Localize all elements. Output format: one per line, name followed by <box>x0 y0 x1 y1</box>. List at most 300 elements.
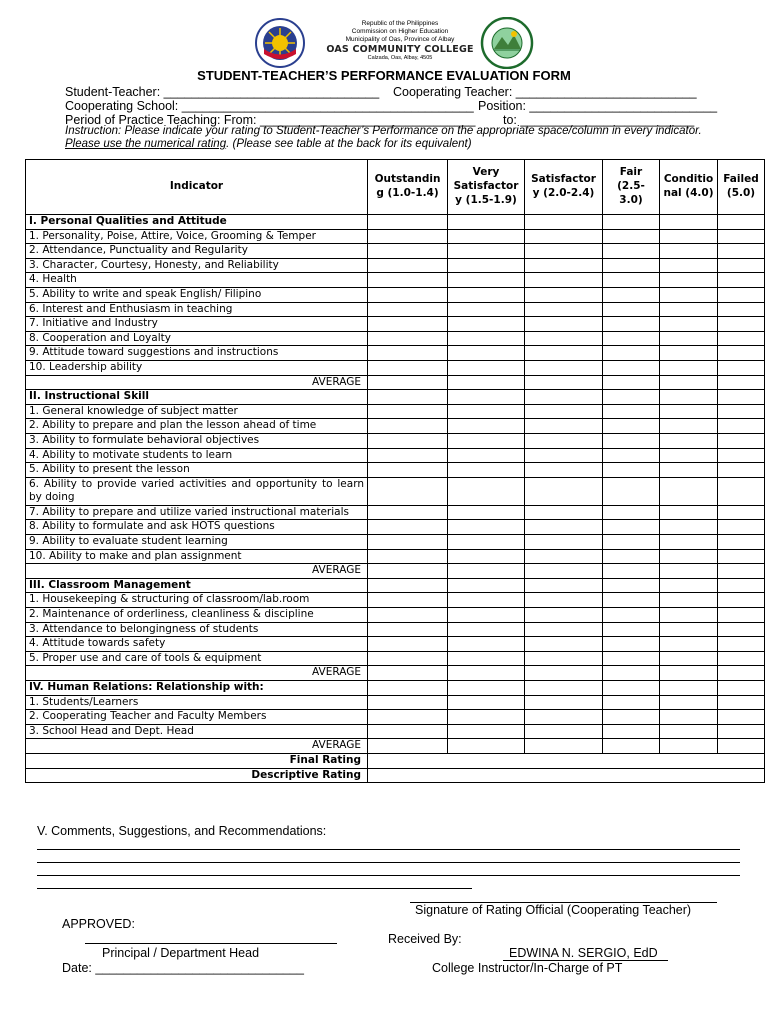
rating-cell-fair[interactable] <box>603 448 660 463</box>
average-row-label: AVERAGE <box>26 739 368 754</box>
student-teacher-field: Student-Teacher: _______________________________ <box>65 85 380 99</box>
rating-cell-failed[interactable] <box>718 346 765 361</box>
rating-cell-very-satisfactory[interactable] <box>448 622 525 637</box>
section-title-row-label: II. Instructional Skill <box>26 390 368 405</box>
rating-cell-very-satisfactory[interactable] <box>448 346 525 361</box>
rating-cell-satisfactory[interactable] <box>525 593 603 608</box>
rating-cell-outstanding[interactable] <box>368 346 448 361</box>
rating-cell-failed[interactable] <box>718 419 765 434</box>
rating-cell-outstanding[interactable] <box>368 549 448 564</box>
rating-cell-outstanding[interactable] <box>368 681 448 696</box>
rating-cell-outstanding[interactable] <box>368 390 448 405</box>
rating-cell-very-satisfactory[interactable] <box>448 375 525 390</box>
rating-cell-satisfactory[interactable] <box>525 404 603 419</box>
rating-cell-fair[interactable] <box>603 608 660 623</box>
rating-cell-fair[interactable] <box>603 302 660 317</box>
rating-cell-failed[interactable] <box>718 331 765 346</box>
rating-cell-fair[interactable] <box>603 390 660 405</box>
rating-cell-fair[interactable] <box>603 477 660 505</box>
rating-cell-fair[interactable] <box>603 695 660 710</box>
rating-cell-conditional[interactable] <box>660 273 718 288</box>
rating-cell-very-satisfactory[interactable] <box>448 258 525 273</box>
rating-cell-conditional[interactable] <box>660 419 718 434</box>
rating-cell-fair[interactable] <box>603 360 660 375</box>
college-address: Calzada, Oas, Albay, 4505 <box>367 55 433 61</box>
rating-cell-fair[interactable] <box>603 622 660 637</box>
rating-cell-very-satisfactory[interactable] <box>448 287 525 302</box>
rating-cell-very-satisfactory[interactable] <box>448 637 525 652</box>
header-conditional: Conditional (4.0) <box>660 160 718 215</box>
rating-cell-outstanding[interactable] <box>368 637 448 652</box>
rating-cell-outstanding[interactable] <box>368 287 448 302</box>
indicator-row <box>26 317 765 332</box>
rating-cell-failed[interactable] <box>718 520 765 535</box>
rating-cell-satisfactory[interactable] <box>525 360 603 375</box>
letterhead <box>255 18 545 68</box>
rating-cell-very-satisfactory[interactable] <box>448 229 525 244</box>
rating-cell-outstanding[interactable] <box>368 578 448 593</box>
rating-cell-conditional[interactable] <box>660 666 718 681</box>
rating-cell-outstanding[interactable] <box>368 360 448 375</box>
rating-cell-very-satisfactory[interactable] <box>448 535 525 550</box>
rating-cell-very-satisfactory[interactable] <box>448 215 525 230</box>
table-header-row <box>26 160 765 215</box>
rating-cell-conditional[interactable] <box>660 404 718 419</box>
rating-cell-conditional[interactable] <box>660 695 718 710</box>
indicator-row <box>26 229 765 244</box>
rating-cell-outstanding[interactable] <box>368 331 448 346</box>
rating-cell-fair[interactable] <box>603 287 660 302</box>
section-title-row <box>26 681 765 696</box>
rating-cell-conditional[interactable] <box>660 244 718 259</box>
rating-cell-conditional[interactable] <box>660 578 718 593</box>
rating-cell-very-satisfactory[interactable] <box>448 710 525 725</box>
rating-cell-satisfactory[interactable] <box>525 302 603 317</box>
rating-cell-satisfactory[interactable] <box>525 375 603 390</box>
table-body <box>26 215 765 783</box>
rating-cell-conditional[interactable] <box>660 390 718 405</box>
header-indicator: Indicator <box>26 160 368 215</box>
indicator-row-label: 1. General knowledge of subject matter <box>26 404 368 419</box>
rating-cell-conditional[interactable] <box>660 258 718 273</box>
rating-cell-failed[interactable] <box>718 695 765 710</box>
indicator-row <box>26 433 765 448</box>
indicator-row <box>26 244 765 259</box>
rating-cell-satisfactory[interactable] <box>525 215 603 230</box>
rating-cell-conditional[interactable] <box>660 622 718 637</box>
rating-cell-satisfactory[interactable] <box>525 739 603 754</box>
rating-cell-outstanding[interactable] <box>368 273 448 288</box>
rating-cell-conditional[interactable] <box>660 593 718 608</box>
rating-cell-very-satisfactory[interactable] <box>448 520 525 535</box>
rating-cell-very-satisfactory[interactable] <box>448 302 525 317</box>
rating-cell-satisfactory[interactable] <box>525 535 603 550</box>
rating-cell-satisfactory[interactable] <box>525 317 603 332</box>
final-rating-row-value[interactable] <box>368 753 765 768</box>
rating-cell-very-satisfactory[interactable] <box>448 463 525 478</box>
indicator-row <box>26 404 765 419</box>
rating-cell-failed[interactable] <box>718 710 765 725</box>
rating-cell-satisfactory[interactable] <box>525 287 603 302</box>
rating-cell-satisfactory[interactable] <box>525 463 603 478</box>
rating-cell-very-satisfactory[interactable] <box>448 681 525 696</box>
rating-cell-failed[interactable] <box>718 244 765 259</box>
indicator-row <box>26 710 765 725</box>
rating-cell-outstanding[interactable] <box>368 244 448 259</box>
rating-cell-fair[interactable] <box>603 215 660 230</box>
rating-cell-fair[interactable] <box>603 273 660 288</box>
rating-cell-satisfactory[interactable] <box>525 229 603 244</box>
indicator-row-label: 7. Ability to prepare and utilize varied instructional materials <box>26 505 368 520</box>
instruction-part-2: . (Please see table at the back for its equivalent) <box>226 138 472 150</box>
indicator-row-label: 10. Ability to make and plan assignment <box>26 549 368 564</box>
rating-cell-satisfactory[interactable] <box>525 331 603 346</box>
rating-cell-very-satisfactory[interactable] <box>448 360 525 375</box>
rating-cell-outstanding[interactable] <box>368 520 448 535</box>
rating-cell-satisfactory[interactable] <box>525 578 603 593</box>
rating-cell-fair[interactable] <box>603 681 660 696</box>
rating-cell-very-satisfactory[interactable] <box>448 433 525 448</box>
rating-cell-very-satisfactory[interactable] <box>448 724 525 739</box>
rating-cell-failed[interactable] <box>718 608 765 623</box>
rating-cell-very-satisfactory[interactable] <box>448 477 525 505</box>
form-title: STUDENT-TEACHER’S PERFORMANCE EVALUATION FORM <box>197 68 571 83</box>
rating-cell-outstanding[interactable] <box>368 593 448 608</box>
rating-cell-conditional[interactable] <box>660 505 718 520</box>
rating-cell-conditional[interactable] <box>660 608 718 623</box>
average-row <box>26 739 765 754</box>
rating-cell-conditional[interactable] <box>660 739 718 754</box>
rating-cell-fair[interactable] <box>603 419 660 434</box>
rating-cell-very-satisfactory[interactable] <box>448 505 525 520</box>
rating-cell-failed[interactable] <box>718 578 765 593</box>
indicator-row-label: 8. Cooperation and Loyalty <box>26 331 368 346</box>
rating-cell-very-satisfactory[interactable] <box>448 739 525 754</box>
rating-cell-outstanding[interactable] <box>368 215 448 230</box>
rating-cell-conditional[interactable] <box>660 331 718 346</box>
rating-cell-very-satisfactory[interactable] <box>448 578 525 593</box>
indicator-row <box>26 622 765 637</box>
rating-cell-failed[interactable] <box>718 273 765 288</box>
rating-cell-fair[interactable] <box>603 375 660 390</box>
rating-cell-conditional[interactable] <box>660 564 718 579</box>
rating-cell-satisfactory[interactable] <box>525 549 603 564</box>
rating-cell-fair[interactable] <box>603 331 660 346</box>
rating-cell-very-satisfactory[interactable] <box>448 390 525 405</box>
rating-cell-outstanding[interactable] <box>368 258 448 273</box>
rating-cell-failed[interactable] <box>718 317 765 332</box>
rating-cell-outstanding[interactable] <box>368 666 448 681</box>
rating-cell-satisfactory[interactable] <box>525 724 603 739</box>
rating-cell-very-satisfactory[interactable] <box>448 404 525 419</box>
rating-cell-conditional[interactable] <box>660 463 718 478</box>
rating-cell-failed[interactable] <box>718 666 765 681</box>
rating-cell-satisfactory[interactable] <box>525 346 603 361</box>
rating-cell-very-satisfactory[interactable] <box>448 448 525 463</box>
college-seal-icon <box>480 17 535 69</box>
rating-cell-conditional[interactable] <box>660 229 718 244</box>
rating-cell-satisfactory[interactable] <box>525 433 603 448</box>
header-very-satisfactory: Very Satisfactory (1.5-1.9) <box>448 160 525 215</box>
rating-cell-conditional[interactable] <box>660 433 718 448</box>
rating-cell-failed[interactable] <box>718 404 765 419</box>
rating-cell-satisfactory[interactable] <box>525 695 603 710</box>
indicator-row-label: 6. Ability to provide varied activities and opportunity to learn by doing <box>26 477 368 505</box>
comment-line-2[interactable] <box>37 862 740 863</box>
rating-cell-outstanding[interactable] <box>368 317 448 332</box>
rating-official-label: Signature of Rating Official (Cooperating Teacher) <box>415 903 692 917</box>
rating-cell-outstanding[interactable] <box>368 739 448 754</box>
indicator-row <box>26 637 765 652</box>
indicator-row-label: 10. Leadership ability <box>26 360 368 375</box>
indicator-row-label: 3. School Head and Dept. Head <box>26 724 368 739</box>
rating-cell-very-satisfactory[interactable] <box>448 331 525 346</box>
indicator-row <box>26 258 765 273</box>
rating-cell-satisfactory[interactable] <box>525 505 603 520</box>
rating-cell-failed[interactable] <box>718 477 765 505</box>
indicator-row-label: 5. Ability to write and speak English/ Filipino <box>26 287 368 302</box>
descriptive-rating-row-value[interactable] <box>368 768 765 783</box>
indicator-row-label: 1. Students/Learners <box>26 695 368 710</box>
average-row <box>26 564 765 579</box>
rating-cell-satisfactory[interactable] <box>525 608 603 623</box>
rating-cell-conditional[interactable] <box>660 477 718 505</box>
rating-cell-fair[interactable] <box>603 549 660 564</box>
rating-cell-satisfactory[interactable] <box>525 419 603 434</box>
rating-cell-very-satisfactory[interactable] <box>448 564 525 579</box>
rating-cell-outstanding[interactable] <box>368 608 448 623</box>
rating-cell-failed[interactable] <box>718 448 765 463</box>
rating-cell-satisfactory[interactable] <box>525 681 603 696</box>
average-row <box>26 666 765 681</box>
header-line-3: Municipality of Oas, Province of Albay <box>345 36 455 43</box>
rating-cell-fair[interactable] <box>603 535 660 550</box>
rating-cell-outstanding[interactable] <box>368 433 448 448</box>
rating-cell-fair[interactable] <box>603 463 660 478</box>
section-title-row <box>26 578 765 593</box>
indicator-row <box>26 448 765 463</box>
cooperating-school-field: Cooperating School: __________________________________________ <box>65 99 474 113</box>
indicator-row <box>26 724 765 739</box>
rating-cell-fair[interactable] <box>603 505 660 520</box>
comment-line-1[interactable] <box>37 849 740 850</box>
header-failed: Failed (5.0) <box>718 160 765 215</box>
rating-cell-failed[interactable] <box>718 433 765 448</box>
rating-cell-satisfactory[interactable] <box>525 622 603 637</box>
rating-cell-very-satisfactory[interactable] <box>448 317 525 332</box>
indicator-row-label: 2. Cooperating Teacher and Faculty Members <box>26 710 368 725</box>
instruction-underlined: Please use the numerical rating <box>65 138 227 150</box>
indicator-row <box>26 360 765 375</box>
indicator-row <box>26 419 765 434</box>
rating-cell-conditional[interactable] <box>660 287 718 302</box>
evaluation-table <box>25 159 765 783</box>
rating-cell-conditional[interactable] <box>660 724 718 739</box>
rating-cell-outstanding[interactable] <box>368 724 448 739</box>
rating-cell-fair[interactable] <box>603 724 660 739</box>
rating-cell-satisfactory[interactable] <box>525 666 603 681</box>
rating-cell-failed[interactable] <box>718 724 765 739</box>
indicator-row <box>26 505 765 520</box>
rating-cell-failed[interactable] <box>718 390 765 405</box>
rating-cell-satisfactory[interactable] <box>525 710 603 725</box>
rating-cell-failed[interactable] <box>718 505 765 520</box>
indicator-row-label: 5. Ability to present the lesson <box>26 463 368 478</box>
rating-cell-outstanding[interactable] <box>368 710 448 725</box>
rating-cell-outstanding[interactable] <box>368 404 448 419</box>
rating-cell-failed[interactable] <box>718 287 765 302</box>
indicator-row <box>26 273 765 288</box>
final-rating-row <box>26 753 765 768</box>
rating-cell-outstanding[interactable] <box>368 448 448 463</box>
indicator-row <box>26 520 765 535</box>
rating-cell-failed[interactable] <box>718 535 765 550</box>
header-fair: Fair (2.5-3.0) <box>603 160 660 215</box>
rating-cell-fair[interactable] <box>603 666 660 681</box>
rating-cell-conditional[interactable] <box>660 651 718 666</box>
indicator-row-label: 3. Attendance to belongingness of students <box>26 622 368 637</box>
rating-cell-failed[interactable] <box>718 739 765 754</box>
rating-cell-fair[interactable] <box>603 317 660 332</box>
descriptive-rating-row <box>26 768 765 783</box>
rating-cell-very-satisfactory[interactable] <box>448 651 525 666</box>
rating-cell-conditional[interactable] <box>660 637 718 652</box>
comment-line-4[interactable] <box>37 888 472 889</box>
rating-cell-failed[interactable] <box>718 651 765 666</box>
rating-cell-very-satisfactory[interactable] <box>448 244 525 259</box>
header-line-1: Republic of the Philippines <box>361 20 439 27</box>
indicator-row-label: 9. Ability to evaluate student learning <box>26 535 368 550</box>
rating-cell-outstanding[interactable] <box>368 695 448 710</box>
indicator-row-label: 7. Initiative and Industry <box>26 317 368 332</box>
principal-signature-line[interactable] <box>85 943 337 944</box>
rating-cell-very-satisfactory[interactable] <box>448 608 525 623</box>
rating-cell-satisfactory[interactable] <box>525 258 603 273</box>
indicator-row-label: 2. Maintenance of orderliness, cleanliness & discipline <box>26 608 368 623</box>
rating-cell-outstanding[interactable] <box>368 477 448 505</box>
rating-cell-outstanding[interactable] <box>368 229 448 244</box>
rating-cell-outstanding[interactable] <box>368 419 448 434</box>
approved-label: APPROVED: <box>62 917 135 931</box>
rating-cell-conditional[interactable] <box>660 317 718 332</box>
rating-cell-outstanding[interactable] <box>368 505 448 520</box>
rating-cell-very-satisfactory[interactable] <box>448 695 525 710</box>
rating-cell-satisfactory[interactable] <box>525 651 603 666</box>
ched-seal-icon <box>255 18 305 68</box>
rating-cell-fair[interactable] <box>603 346 660 361</box>
rating-cell-outstanding[interactable] <box>368 651 448 666</box>
rating-cell-conditional[interactable] <box>660 215 718 230</box>
rating-cell-satisfactory[interactable] <box>525 273 603 288</box>
rating-cell-conditional[interactable] <box>660 346 718 361</box>
rating-cell-conditional[interactable] <box>660 360 718 375</box>
average-row-label: AVERAGE <box>26 564 368 579</box>
indicator-row <box>26 287 765 302</box>
indicator-row-label: 3. Character, Courtesy, Honesty, and Reliability <box>26 258 368 273</box>
rating-cell-failed[interactable] <box>718 463 765 478</box>
rating-cell-satisfactory[interactable] <box>525 637 603 652</box>
rating-cell-failed[interactable] <box>718 622 765 637</box>
rating-cell-outstanding[interactable] <box>368 622 448 637</box>
indicator-row <box>26 535 765 550</box>
rating-cell-failed[interactable] <box>718 593 765 608</box>
rating-cell-satisfactory[interactable] <box>525 244 603 259</box>
indicator-row-label: 9. Attitude toward suggestions and instructions <box>26 346 368 361</box>
rating-cell-failed[interactable] <box>718 637 765 652</box>
rating-cell-failed[interactable] <box>718 258 765 273</box>
rating-cell-satisfactory[interactable] <box>525 448 603 463</box>
rating-cell-fair[interactable] <box>603 739 660 754</box>
rating-cell-conditional[interactable] <box>660 520 718 535</box>
receiver-title: College Instructor/In-Charge of PT <box>432 961 623 975</box>
rating-cell-outstanding[interactable] <box>368 535 448 550</box>
rating-cell-fair[interactable] <box>603 258 660 273</box>
section-title-row-label: IV. Human Relations: Relationship with: <box>26 681 368 696</box>
rating-cell-fair[interactable] <box>603 433 660 448</box>
rating-cell-outstanding[interactable] <box>368 375 448 390</box>
rating-cell-conditional[interactable] <box>660 375 718 390</box>
rating-cell-conditional[interactable] <box>660 448 718 463</box>
rating-cell-satisfactory[interactable] <box>525 520 603 535</box>
rating-cell-outstanding[interactable] <box>368 302 448 317</box>
rating-cell-fair[interactable] <box>603 520 660 535</box>
rating-cell-satisfactory[interactable] <box>525 477 603 505</box>
rating-cell-conditional[interactable] <box>660 549 718 564</box>
rating-cell-failed[interactable] <box>718 375 765 390</box>
section-title-row-label: III. Classroom Management <box>26 578 368 593</box>
rating-cell-very-satisfactory[interactable] <box>448 666 525 681</box>
rating-cell-very-satisfactory[interactable] <box>448 419 525 434</box>
header-satisfactory: Satisfactory (2.0-2.4) <box>525 160 603 215</box>
rating-cell-fair[interactable] <box>603 637 660 652</box>
rating-cell-failed[interactable] <box>718 360 765 375</box>
indicator-row-label: 2. Ability to prepare and plan the lesson ahead of time <box>26 419 368 434</box>
rating-cell-fair[interactable] <box>603 593 660 608</box>
rating-cell-outstanding[interactable] <box>368 564 448 579</box>
rating-cell-conditional[interactable] <box>660 535 718 550</box>
rating-cell-fair[interactable] <box>603 244 660 259</box>
rating-cell-fair[interactable] <box>603 651 660 666</box>
rating-cell-satisfactory[interactable] <box>525 390 603 405</box>
instruction-part-1: Instruction: Please indicate your rating to Student-Teacher’s Performance on the appropriate space/column in every indicator. <box>65 125 702 137</box>
rating-cell-conditional[interactable] <box>660 681 718 696</box>
rating-cell-fair[interactable] <box>603 710 660 725</box>
rating-cell-failed[interactable] <box>718 229 765 244</box>
rating-cell-failed[interactable] <box>718 549 765 564</box>
average-row <box>26 375 765 390</box>
rating-cell-very-satisfactory[interactable] <box>448 549 525 564</box>
rating-cell-failed[interactable] <box>718 564 765 579</box>
rating-cell-very-satisfactory[interactable] <box>448 273 525 288</box>
rating-cell-outstanding[interactable] <box>368 463 448 478</box>
rating-cell-conditional[interactable] <box>660 302 718 317</box>
rating-cell-fair[interactable] <box>603 229 660 244</box>
rating-cell-satisfactory[interactable] <box>525 564 603 579</box>
rating-cell-fair[interactable] <box>603 404 660 419</box>
rating-cell-very-satisfactory[interactable] <box>448 593 525 608</box>
indicator-row-label: 3. Ability to formulate behavioral objectives <box>26 433 368 448</box>
indicator-row <box>26 346 765 361</box>
comment-line-3[interactable] <box>37 875 740 876</box>
indicator-row <box>26 549 765 564</box>
indicator-row-label: 8. Ability to formulate and ask HOTS questions <box>26 520 368 535</box>
rating-cell-failed[interactable] <box>718 215 765 230</box>
rating-cell-failed[interactable] <box>718 302 765 317</box>
rating-cell-fair[interactable] <box>603 564 660 579</box>
rating-cell-fair[interactable] <box>603 578 660 593</box>
rating-cell-conditional[interactable] <box>660 710 718 725</box>
rating-cell-failed[interactable] <box>718 681 765 696</box>
